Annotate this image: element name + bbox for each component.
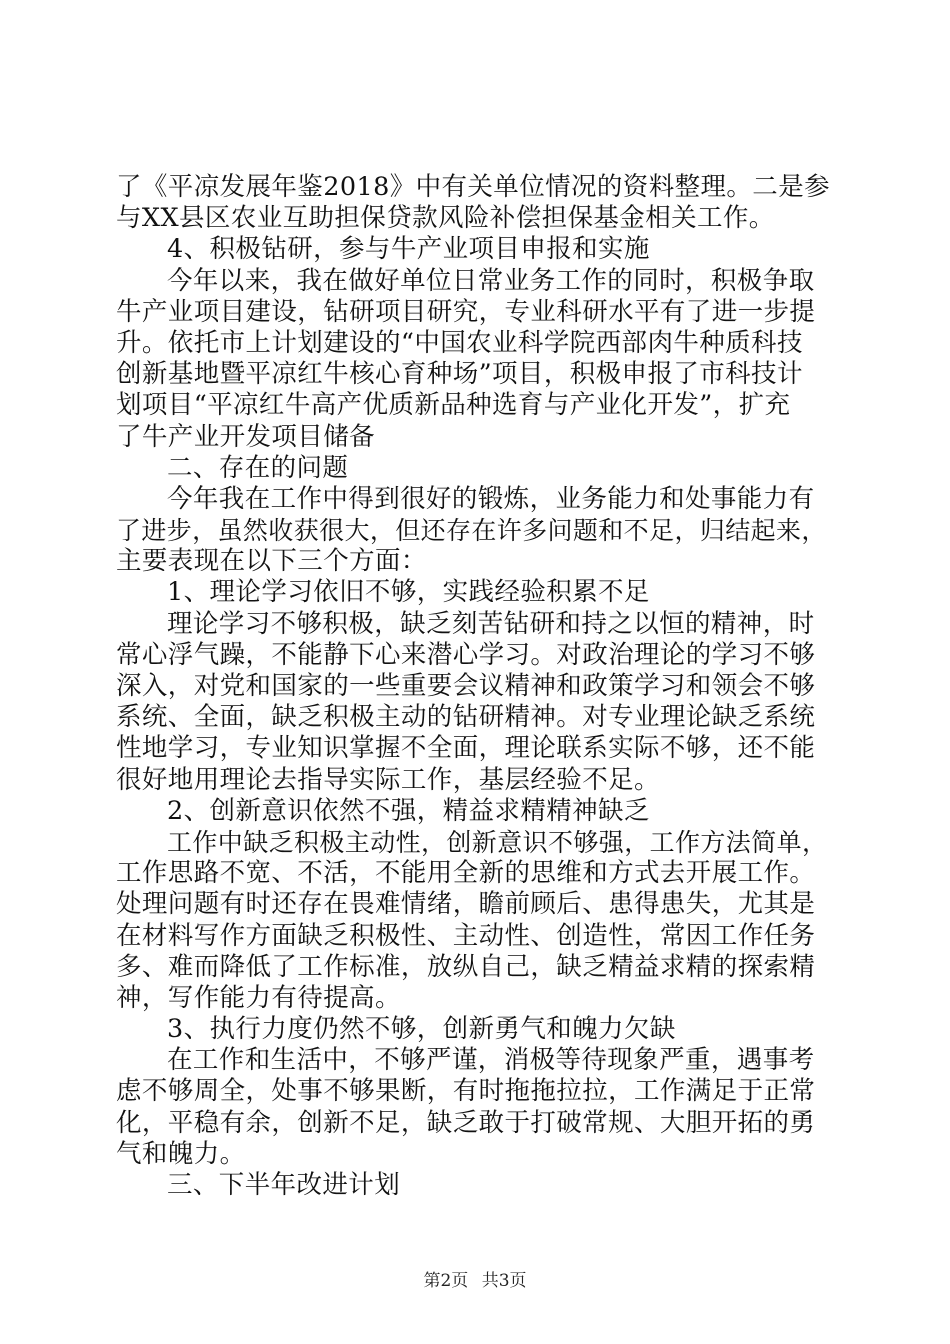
section-heading: 1、理论学习依旧不够，实践经验积累不足 — [167, 577, 650, 608]
text-line: 理论学习不够积极，缺乏刻苦钻研和持之以恒的精神，时 — [167, 608, 815, 639]
text-line: 今年我在工作中得到很好的锻炼，业务能力和处事能力有 — [167, 483, 815, 514]
page-number-total: 共3页 — [481, 1271, 527, 1291]
text-line: 处理问题有时还存在畏难情绪，瞻前顾后、患得患失，尤其是 — [116, 889, 816, 920]
text-line: 性地学习，专业知识掌握不全面，理论联系实际不够，还不能 — [116, 733, 816, 764]
text-line: 工作中缺乏积极主动性，创新意识不够强，工作方法简单， — [167, 827, 828, 857]
text-line: 与XX县区农业互助担保贷款风险补偿担保基金相关工作。 — [116, 203, 775, 234]
text-line: 深入，对党和国家的一些重要会议精神和政策学习和领会不够 — [116, 671, 816, 701]
text-line: 神，写作能力有待提高。 — [116, 982, 401, 1013]
text-line: 主要表现在以下三个方面： — [116, 546, 427, 577]
section-heading: 4、积极钻研，参与牛产业项目申报和实施 — [167, 234, 650, 265]
section-heading: 3、执行力度仍然不够，创新勇气和魄力欠缺 — [167, 1014, 676, 1045]
text-line: 系统、全面，缺乏积极主动的钻研精神。对专业理论缺乏系统 — [116, 702, 816, 733]
section-heading: 2、创新意识依然不强，精益求精精神缺乏 — [167, 795, 650, 826]
text-line: 化，平稳有余，创新不足，缺乏敢于打破常规、大胆开拓的勇 — [116, 1107, 816, 1138]
section-heading: 二、存在的问题 — [167, 452, 349, 483]
document-body — [116, 172, 834, 1201]
page-footer — [0, 1270, 950, 1292]
text-line: 创新基地暨平凉红牛核心育种场”项目，积极申报了市科技计 — [116, 359, 803, 390]
text-line: 在材料写作方面缺乏积极性、主动性、创造性，常因工作任务 — [116, 920, 816, 951]
text-line: 了《平凉发展年鉴2018》中有关单位情况的资料整理。二是参 — [116, 172, 830, 202]
text-line: 常心浮气躁，不能静下心来潜心学习。对政治理论的学习不够 — [116, 639, 816, 670]
text-line: 工作思路不宽、不活，不能用全新的思维和方式去开展工作。 — [116, 858, 816, 889]
page-number-current: 第2页 — [423, 1271, 469, 1291]
text-line: 多、难而降低了工作标准，放纵自己，缺乏精益求精的探索精 — [116, 951, 816, 982]
section-heading: 三、下半年改进计划 — [167, 1170, 401, 1200]
text-line: 虑不够周全，处事不够果断，有时拖拖拉拉，工作满足于正常 — [116, 1076, 816, 1107]
text-line: 了牛产业开发项目储备 — [116, 421, 376, 452]
text-line: 气和魄力。 — [116, 1138, 246, 1169]
text-line: 今年以来，我在做好单位日常业务工作的同时，积极争取 — [167, 265, 815, 296]
text-line: 牛产业项目建设，钻研项目研究，专业科研水平有了进一步提 — [116, 296, 816, 327]
text-line: 升。依托市上计划建设的“中国农业科学院西部肉牛种质科技 — [116, 327, 803, 358]
text-line: 划项目“平凉红牛高产优质新品种选育与产业化开发”，扩充 — [116, 390, 791, 421]
text-line: 在工作和生活中，不够严谨，消极等待现象严重，遇事考 — [167, 1045, 815, 1076]
text-line: 了进步，虽然收获很大，但还存在许多问题和不足，归结起来， — [116, 516, 827, 546]
text-line: 很好地用理论去指导实际工作，基层经验不足。 — [116, 764, 660, 795]
